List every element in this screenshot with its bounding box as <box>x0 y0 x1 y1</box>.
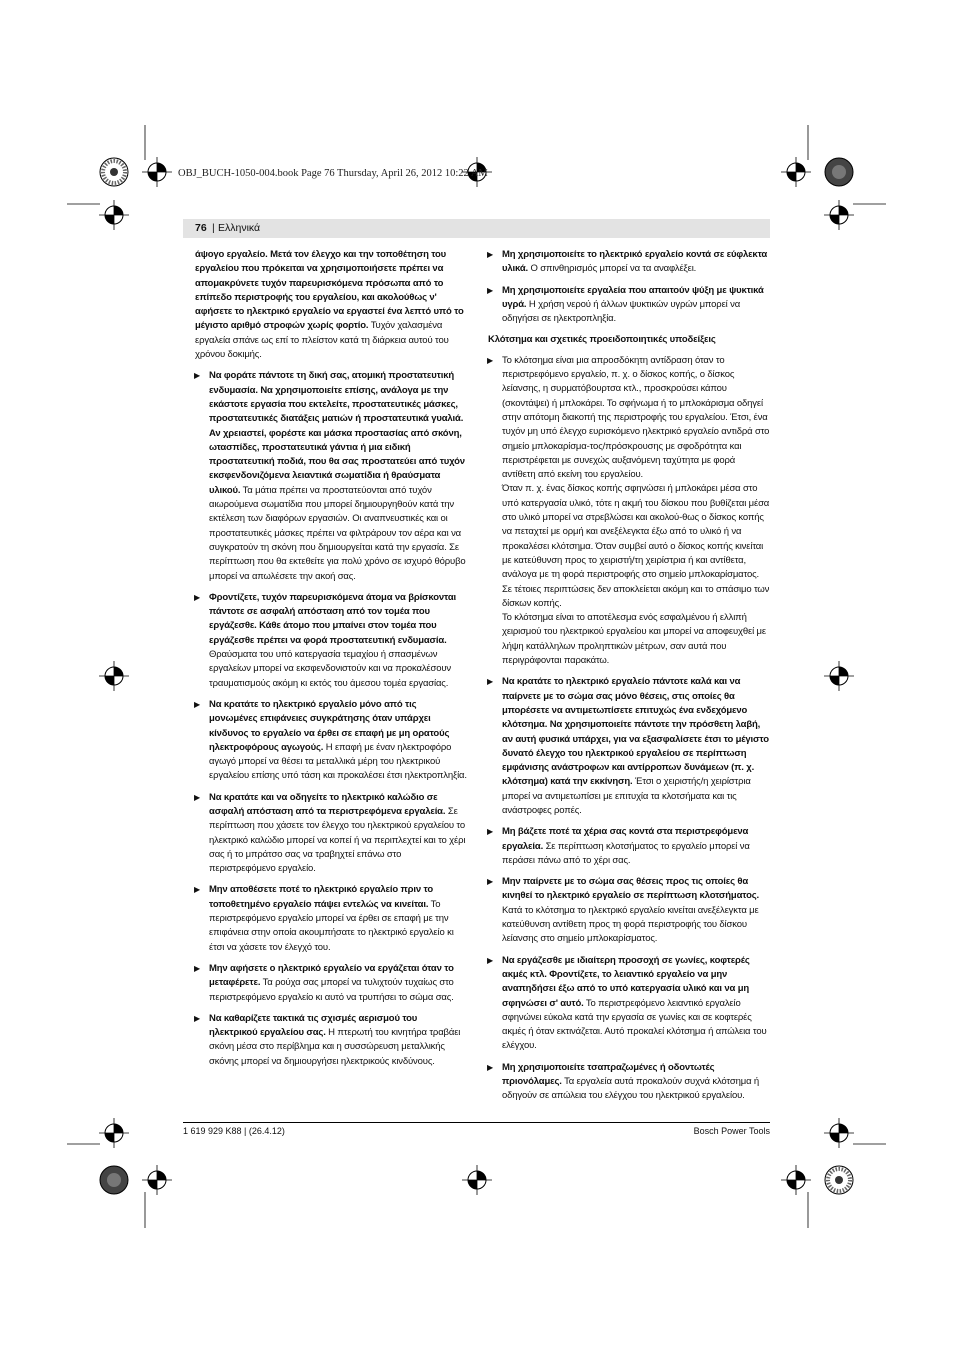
kickback-explanation <box>488 354 770 669</box>
item-text: Θραύσματα του υπό κατεργασία τεμαχίου ή σπασμένων εργαλείων μπορεί να εκσφενδονιστούν και να προκαλέσουν τραυματισμούς ακόμη κι εκτός του άμεσου τομέα εργασίας. <box>209 649 451 689</box>
item-bold: Να κρατάτε και να οδηγείτε το ηλεκτρικό καλώδιο σε ασφαλή απόσταση από τα περιστρεφόμενα εργαλεία. <box>209 791 446 817</box>
item-bold: Μη χρησιμοποιείτε το ηλεκτρικό εργαλείο κοντά σε εύφλεκτα υλικά. <box>502 249 768 275</box>
bullet-triangle-icon: ▶ <box>487 355 494 365</box>
item-bold: Να εργάζεσθε με ιδιαίτερη προσοχή σε γωνίες, κοφτερές ακμές κτλ. Φροντίζετε, το λειαντικό εργαλείο να μην αναπηδήσει έξω από το υπό κατεργασία υλικό και να μη σφηνώσει σ' αυτό. <box>502 954 750 1009</box>
color-wheel-top-left <box>100 158 128 186</box>
bullet-triangle-icon: ▶ <box>487 250 494 259</box>
bullet-triangle-icon: ▶ <box>194 1013 201 1023</box>
bullet-triangle-icon: ▶ <box>487 1062 494 1072</box>
page-header <box>183 219 770 238</box>
safety-item <box>195 369 467 583</box>
bullet-triangle-icon: ▶ <box>194 885 201 895</box>
item-bold: Μη βάζετε ποτέ τα χέρια σας κοντά στα περιστρεφόμενα εργαλεία. <box>502 826 749 852</box>
language-label: Ελληνικά <box>218 222 261 234</box>
item-text: Σε περίπτωση κλοτσήματος το εργαλείο μπορεί να περάσει πάνω από το χέρι σας. <box>502 840 750 866</box>
safety-item <box>488 284 770 327</box>
item-bold: Να καθαρίζετε τακτικά τις σχισμές αερισμού του ηλεκτρικού εργαλείου σας. <box>209 1012 418 1039</box>
item-text: Η χρήση νερού ή άλλων ψυκτικών υγρών μπορεί να οδηγήσει σε ηλεκτροπληξία. <box>502 298 741 325</box>
bullet-triangle-icon: ▶ <box>194 792 201 802</box>
item-text: Ο σπινθηρισμός μπορεί να τα αναφλέξει. <box>528 263 697 275</box>
left-column <box>195 248 467 1076</box>
bullet-triangle-icon: ▶ <box>194 699 201 709</box>
safety-item <box>488 825 770 868</box>
item-text: Τα εργαλεία αυτά προκαλούν συχνά κλότσημα ή οδηγούν σε απώλεια του ελέγχου του ηλεκτρικού εργαλείου. <box>502 1076 760 1102</box>
bullet-triangle-icon: ▶ <box>487 955 494 965</box>
item-bold: Να φοράτε πάντοτε τη δική σας, ατομική προστατευτική ενδυμασία. Να χρησιμοποιείτε επίσης, ανάλογα με την εκάστοτε εργασία που εκτελείτε, προστατευτικές μάσκες, προστατευτικές διατάξεις ματιών ή προστατευτικά γυαλιά. Αν χρειαστεί, φορέστε και μάσκα προστασίας από σκόνη, ωτασπίδες, προστατευτικά γάντια ή μια ειδική προστατευτική ποδιά, που θα σας προστατεύει από τυχόν εκσφενδονιζόμενα λειαντικά σωματίδια ή θραύσματα υλικού. <box>209 370 465 496</box>
safety-item <box>488 675 770 818</box>
safety-item <box>488 248 770 277</box>
item-text: Έτσι ο χειριστής/η χειρίστρια μπορεί να αντιμετωπίσει με επιτυχία τα κλοτσήματα και τις ανάστροφες ροπές. <box>502 776 751 816</box>
color-wheel-bottom-right <box>825 1166 853 1194</box>
footer-brand: Bosch Power Tools <box>693 1126 770 1136</box>
item-bold: Μη χρησιμοποιείτε εργαλεία που απαιτούν ψύξη με ψυκτικά υγρά. <box>502 284 764 310</box>
item-text: Τα μάτια πρέπει να προστατεύονται από τυχόν αιωρούμενα σωματίδια που μπορεί δημιουργηθούν κατά την εκτέλεση των διαφόρων εργασιών. Οι αναπνευστικές και οι προστατευτικές μάσκες πρέπει να φιλτράρουν τον αέρα και να συγκρατούν τη σκόνη που δημιουργείται κατά την εργασία. Σε περίπτωση που θα εκτεθείτε για πολύ χρόνο σε ισχυρό θόρυβο μπορεί να απωλέσετε την ακοή σας. <box>209 484 466 582</box>
safety-item <box>195 791 467 877</box>
color-wheel-bottom-left <box>100 1166 128 1194</box>
right-column <box>488 248 770 1111</box>
bullet-triangle-icon: ▶ <box>194 592 201 602</box>
bullet-triangle-icon: ▶ <box>194 371 201 381</box>
footer-doc-number: 1 619 929 K88 | (26.4.12) <box>183 1126 285 1136</box>
bullet-triangle-icon: ▶ <box>487 285 494 295</box>
safety-item <box>488 875 770 946</box>
kickback-paragraph-2: Όταν π. χ. ένας δίσκος κοπής σφηνώσει ή μπλοκάρει μέσα στο υπό κατεργασία υλικό, τότε η ακμή του δίσκου που βυθίζεται μέσα στο υλικό μπορεί να στρεβλώσει και ακολού-θως ο δίσκος κοπής να πεταχτεί με ορμή και ανεξέλεγκτα έξω από το υλικό ή να προκαλέσει κλότσημα. Όταν συμβεί αυτό ο δίσκος κοπής κινείται με κατεύθυνση προς το χειριστή/τη χειρίστρια ή και αντίθετα, ανάλογα με τη φορά περιστροφής στο σημείο μπλοκαρίσματος. Σε τέτοιες περιπτώσεις δεν αποκλείεται ακόμη και το σπάσιμο των δίσκων κοπής. <box>502 483 770 609</box>
safety-item <box>195 591 467 691</box>
safety-item <box>195 1012 467 1069</box>
safety-item <box>195 698 467 784</box>
item-bold: Να κρατάτε το ηλεκτρικό εργαλείο πάντοτε καλά και να παίρνετε με το σώμα σας μόνο θέσεις, στις οποίες θα μπορέσετε να αντιμετωπίσετε επιτυχώς ένα ενδεχόμενο κλότσημα. Να χρησιμοποιείτε πάντοτε την πρόσθετη λαβή, αν αυτή φυσικά υπάρχει, για να εξασφαλίσετε έτσι το μέγιστο δυνατό έλεγχο του ηλεκτρικού εργαλείου σε περίπτωση εμφάνισης ανάστροφων και αντίρροπων δυνάμεων (π. χ. κλότσημα) κατά την εκκίνηση. <box>502 676 769 788</box>
bullet-triangle-icon: ▶ <box>487 677 494 687</box>
safety-item <box>488 1061 770 1104</box>
print-info: OBJ_BUCH-1050-004.book Page 76 Thursday, April 26, 2012 10:22 AM <box>178 168 488 179</box>
item-text: Η πτερωτή του κινητήρα τραβάει σκόνη μέσα στο περίβλημα και η συσσώρευση μεταλλικής σκόνης μπορεί να δημιουργήσει ηλεκτρικούς κινδύνους. <box>209 1027 461 1067</box>
page-number: 76 <box>195 222 207 234</box>
item-text: Το περιστρεφόμενο εργαλείο μπορεί να έρθει σε επαφή με την επιφάνεια στην οποία ακουμπήσατε το ηλεκτρικό εργαλείο κι έτσι να χάσετε τον έλεγχό του. <box>209 898 454 953</box>
item-text: Τα ρούχα σας μπορεί να τυλιχτούν τυχαίως στο περιστρεφόμενο εργαλείο κι αυτό να τρυπήσει το σώμα σας. <box>209 977 454 1003</box>
kickback-paragraph-1: Το κλότσημα είναι μια απροσδόκητη αντίδραση όταν το περιστρεφόμενο εργαλείο, π. χ. ο δίσκος κοπής, ο δίσκος λείανσης, η συρματόβουρτσα κτλ., προσκρούσει κάπου (σκοντάψει) ή μπλοκάρει. Το σφήνωμα ή το μπλοκάρισμα οδηγεί στην απότομη διακοπή της περιστροφής του εργαλείου. Έτσι, ένα τυχόν μη υπό έλεγχο ευρισκόμενο ηλεκτρικό εργαλείο αντιδρά στο σημείο μπλοκαρίσμα-τος/πρόσκρουσης με σφοδρότητα και περιστρέφεται με συνεχώς αυξανόμενη ταχύτητα με φορά αντίθετη από εκείνη του εργαλείου. <box>502 354 770 481</box>
section-heading: Κλότσημα και σχετικές προειδοποιητικές υποδείξεις <box>488 334 716 346</box>
item-text: Η επαφή με έναν ηλεκτροφόρο αγωγό μπορεί να θέσει τα μεταλλικά μέρη του ηλεκτρικού εργαλείου επίσης υπό τάση και προκαλέσει έτσι ηλεκτροπληξία. <box>209 741 467 782</box>
item-bold: Φροντίζετε, τυχόν παρευρισκόμενα άτομα να βρίσκονται πάντοτε σε ασφαλή απόσταση από τον τομέα που εργάζεσθε. Κάθε άτομο που μπαίνει στον τομέα που εργάζεσθε πρέπει να φορά προστατευτική ενδυμασία. <box>209 591 457 646</box>
item-bold: Μην αποθέσετε ποτέ το ηλεκτρικό εργαλείο πριν το τοποθετημένο εργαλείο πάψει εντελώς να κινείται. <box>209 884 433 910</box>
kickback-paragraph-3: Το κλότσημα είναι το αποτέλεσμα ενός εσφαλμένου ή ελλιπή χειρισμού του ηλεκτρικού εργαλείου και μπορεί να αποφευχθεί με λήψη κατάλληλων προληπτικών μέτρων, σαν αυτά που περιγράφονται παρακάτω. <box>502 612 766 667</box>
item-text: Κατά το κλότσημα το ηλεκτρικό εργαλείο κινείται ανεξέλεγκτα με κατεύθυνση αντίθετη προς τη φορά περιστροφής του δίσκου λείανσης στο σημείο μπλοκαρίσματος. <box>502 904 759 945</box>
item-text: Σε περίπτωση που χάσετε τον έλεγχο του ηλεκτρικού εργαλείου το ηλεκτρικό καλώδιο μπορεί να κοπεί ή να περιπλεχτεί και το χέρι σας ή το μπράτσο σας να τραβηχτεί επάνω στο περιστρεφόμενο εργαλείο. <box>209 805 466 875</box>
color-wheel-top-right <box>825 158 853 186</box>
intro-text: Τυχόν χαλασμένα εργαλεία σπάνε ως επί το πλείστον κατά τη διάρκεια αυτού του χρόνου δοκιμής. <box>195 320 449 361</box>
header-separator: | <box>212 222 215 234</box>
safety-item <box>195 883 467 954</box>
intro-paragraph <box>195 248 467 362</box>
bullet-triangle-icon: ▶ <box>487 877 494 887</box>
item-bold: Μην αφήσετε ο ηλεκτρικό εργαλείο να εργάζεται όταν το μεταφέρετε. <box>209 962 454 989</box>
safety-item <box>488 954 770 1054</box>
safety-item <box>195 962 467 1005</box>
item-bold: Να κρατάτε το ηλεκτρικό εργαλείο μόνο από τις μονωμένες επιφάνειες συγκράτησης όταν υπάρχει κίνδυνος το εργαλείο να έρθει σε επαφή με μη ορατούς ηλεκτροφόρους αγωγούς. <box>209 698 450 753</box>
item-bold: Μη χρησιμοποιείτε τσαπραζωμένες ή οδοντωτές πριονόλαμες. <box>502 1061 715 1088</box>
bullet-triangle-icon: ▶ <box>487 827 494 837</box>
item-bold: Μην παίρνετε με το σώμα σας θέσεις προς τις οποίες θα κινηθεί το ηλεκτρικό εργαλείο σε περίπτωση κλοτσήματος. <box>502 876 760 902</box>
item-text: Το περιστρεφόμενο λειαντικό εργαλείο σφηνώνει εύκολα κατά την εργασία σε γωνίες και σε κοφτερές ακμές ή όταν εκτινάζεται. Αυτό προκαλεί κλότσημα ή απώλεια του ελέγχου. <box>502 997 767 1052</box>
intro-bold: άψογο εργαλείο. Μετά τον έλεγχο και την τοποθέτηση του εργαλείου που πρόκειται να χρησιμοποιήσετε πρέπει να απομακρύνετε τυχόν παρευρισκόμενα πρόσωπα από το επίπεδο περιστροφής του εργαλείου, και ακολούθως ν' αφήσετε το ηλεκτρικό εργαλείο να εργαστεί ένα λεπτό υπό το μέγιστο αριθμό στροφών χωρίς φορτίο. <box>195 249 464 332</box>
bullet-triangle-icon: ▶ <box>194 963 201 973</box>
footer-rule <box>183 1122 770 1123</box>
